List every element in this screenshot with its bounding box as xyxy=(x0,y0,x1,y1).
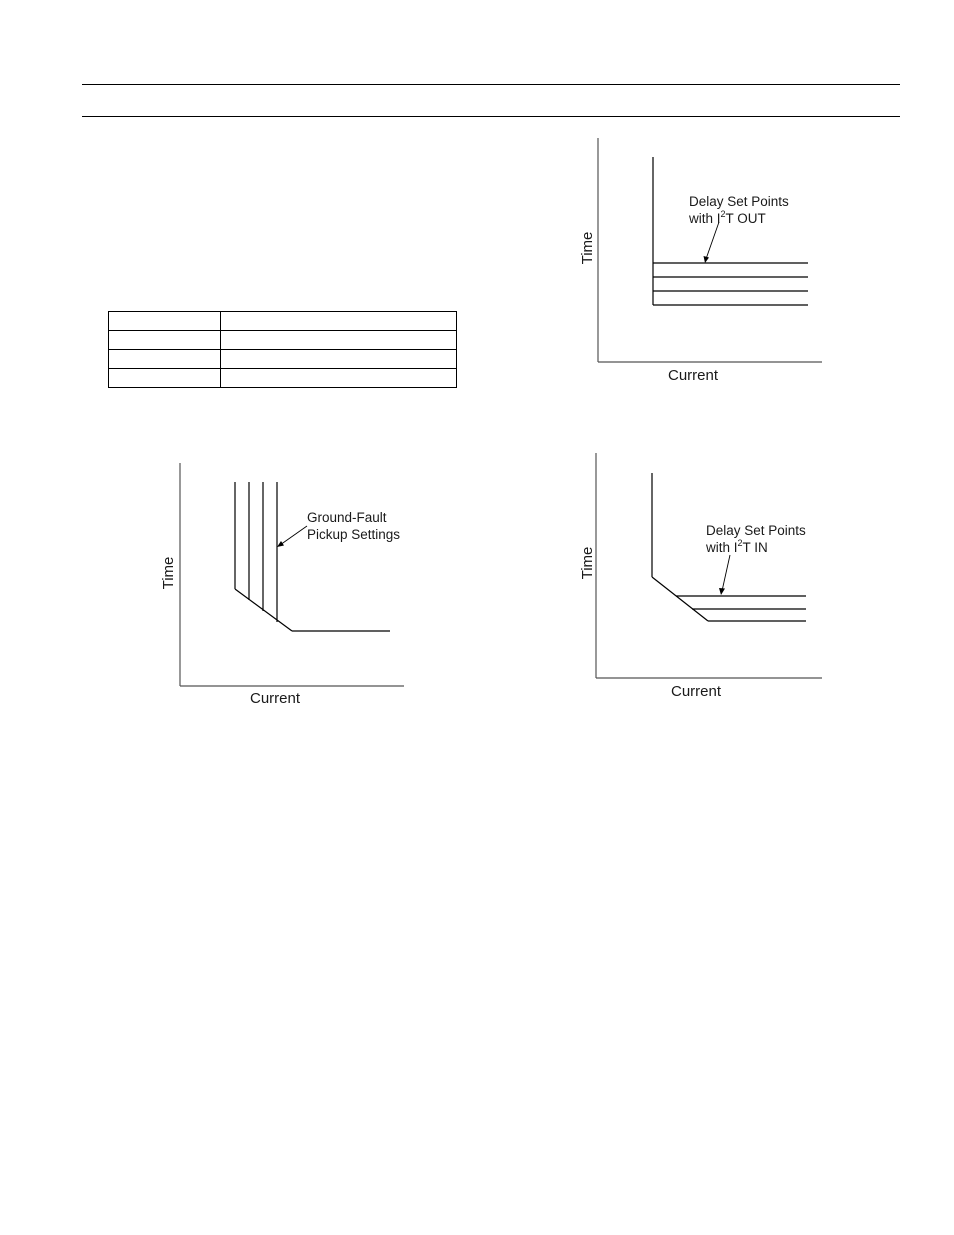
note-line-1: Delay Set Points xyxy=(706,523,806,538)
x-axis-label: Current xyxy=(667,367,719,384)
i2t-out-diagram xyxy=(570,130,830,390)
table-cell xyxy=(109,369,221,388)
x-axis-label: Current xyxy=(249,690,301,707)
y-axis-label: Time xyxy=(579,231,596,265)
pointer-arrow-line xyxy=(280,526,307,545)
x-axis-label: Current xyxy=(670,683,722,700)
pointer-arrow-line xyxy=(722,555,730,591)
ground-fault-diagram xyxy=(150,455,410,715)
header-rule-top xyxy=(82,84,900,85)
note-line-2: with $I^2T$ IN xyxy=(706,538,768,555)
header-rule-bottom xyxy=(82,116,900,117)
table-cell xyxy=(109,312,221,331)
curve-slope-line xyxy=(652,577,708,621)
table-cell xyxy=(221,350,457,369)
table-row xyxy=(109,350,457,369)
table-cell xyxy=(221,369,457,388)
note-line-2: with $I^2T$ OUT xyxy=(689,209,766,226)
pointer-arrowhead xyxy=(704,256,710,263)
pointer-arrowhead xyxy=(719,588,725,595)
table-cell xyxy=(221,331,457,350)
table-cell xyxy=(221,312,457,331)
note-line-2: Pickup Settings xyxy=(307,527,401,542)
pointer-arrow-line xyxy=(706,222,719,259)
table-cell xyxy=(109,350,221,369)
note-line-1: Delay Set Points xyxy=(689,194,789,209)
settings-table xyxy=(108,311,457,388)
pointer-arrowhead xyxy=(277,541,284,547)
table-row xyxy=(109,369,457,388)
note-line-1: Ground-Fault xyxy=(307,510,387,525)
i2t-in-diagram xyxy=(570,447,830,707)
table-cell xyxy=(109,331,221,350)
table-row xyxy=(109,331,457,350)
table-row xyxy=(109,312,457,331)
y-axis-label: Time xyxy=(160,556,177,590)
y-axis-label: Time xyxy=(579,546,596,580)
